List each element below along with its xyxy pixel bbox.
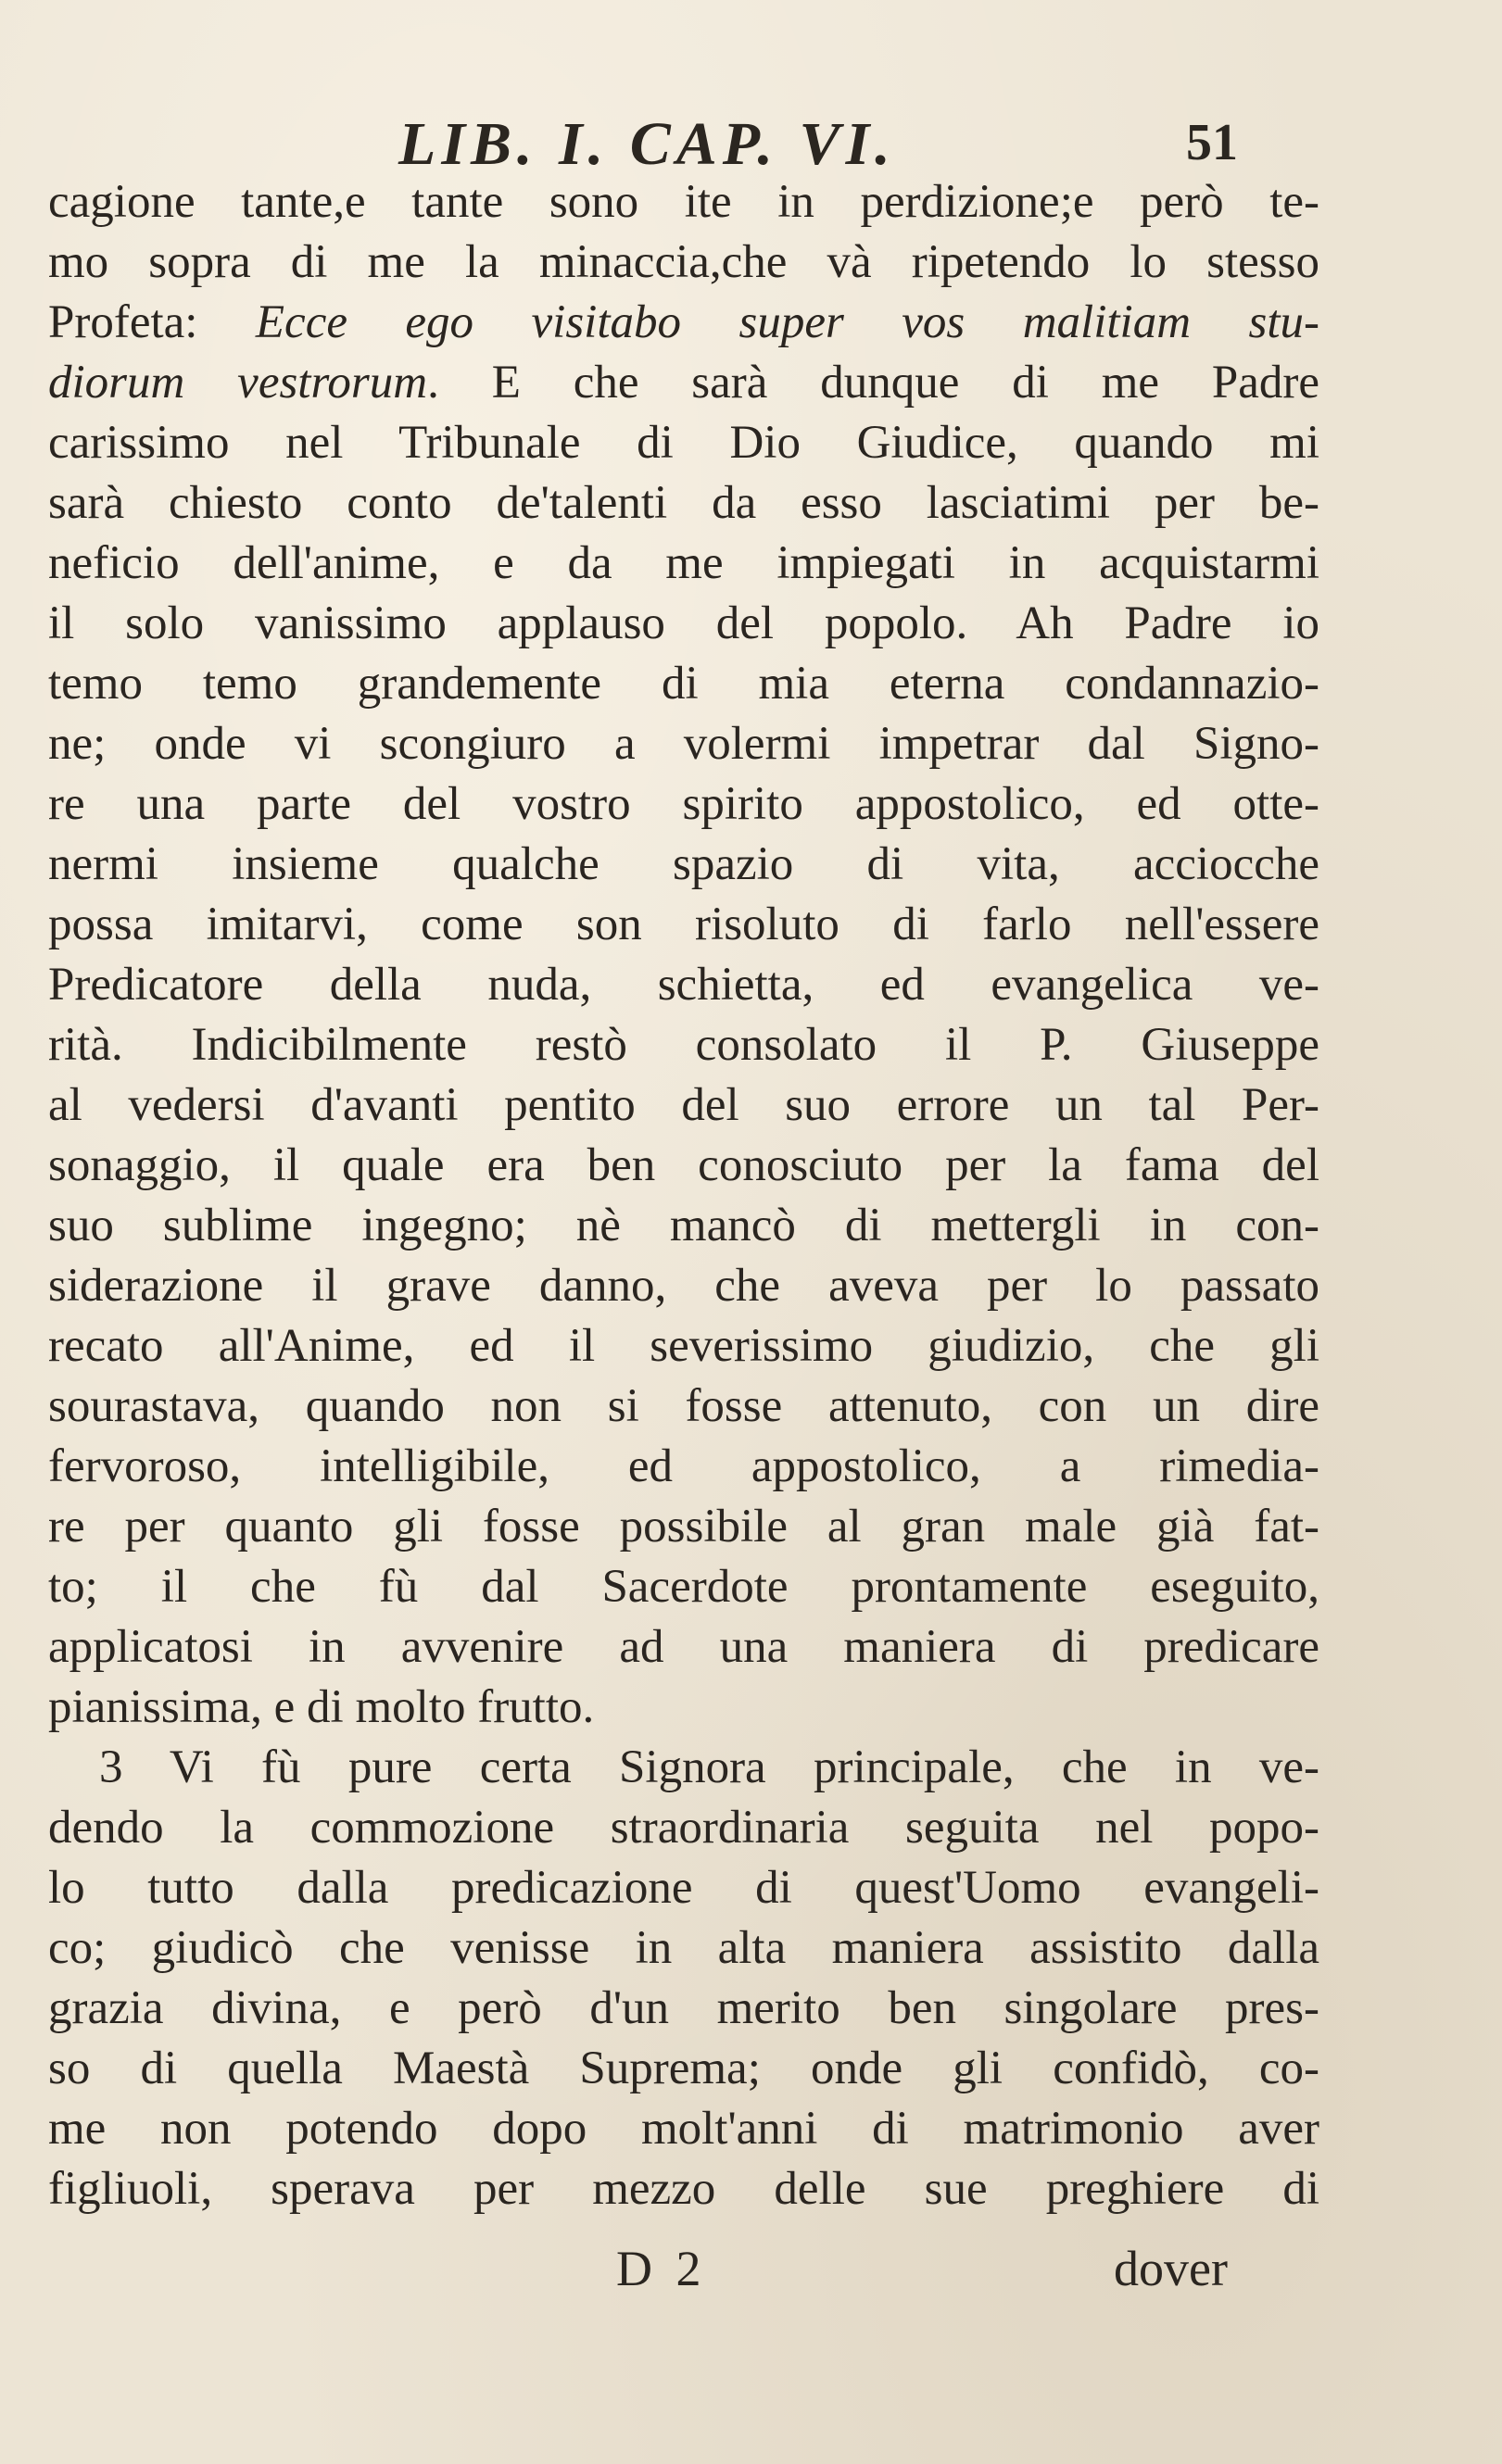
text-line: siderazione il grave danno, che aveva per lo passato <box>48 1260 1319 1312</box>
signature-mark: D 2 <box>616 2241 707 2296</box>
text-line: temo temo grandemente di mia eterna condannazio- <box>48 658 1319 710</box>
paragraph-start-line: 3 Vi fù pure certa Signora principale, che in ve- <box>99 1741 1319 1793</box>
text-line: ne; onde vi scongiuro a volermi impetrar dal Signo- <box>48 718 1319 770</box>
text-line: co; giudicò che venisse in alta maniera assistito dalla <box>48 1922 1319 1974</box>
text-line: fervoroso, intelligibile, ed appostolico, a rimedia- <box>48 1440 1319 1492</box>
text-line: al vedersi d'avanti pentito del suo errore un tal Per- <box>48 1079 1319 1131</box>
catchword: dover <box>1114 2241 1228 2296</box>
text-line: sonaggio, il quale era ben conosciuto per la fama del <box>48 1139 1319 1191</box>
text-line: il solo vanissimo applauso del popolo. Ah Padre io <box>48 597 1319 649</box>
text-line: lo tutto dalla predicazione di quest'Uomo evangeli- <box>48 1862 1319 1914</box>
page-footer <box>0 2240 1502 2314</box>
text-line: rità. Indicibilmente restò consolato il P. Giuseppe <box>48 1019 1319 1071</box>
text-line: pianissima, e di molto frutto. <box>48 1681 595 1733</box>
text-line: Profeta: Ecce ego visitabo super vos malitiam stu- <box>48 296 1319 348</box>
text-line: Predicatore della nuda, schietta, ed evangelica ve- <box>48 959 1319 1011</box>
text-line: applicatosi in avvenire ad una maniera di predicare <box>48 1621 1319 1673</box>
text-line: recato all'Anime, ed il severissimo giudizio, che gli <box>48 1320 1319 1372</box>
text-line: possa imitarvi, come son risoluto di farlo nell'essere <box>48 899 1319 950</box>
text-line: sarà chiesto conto de'talenti da esso lasciatimi per be- <box>48 477 1319 529</box>
text-line: re per quanto gli fosse possibile al gran male già fat- <box>48 1501 1319 1553</box>
text-line: grazia divina, e però d'un merito ben singolare pres- <box>48 1982 1319 2034</box>
running-head-title: LIB. I. CAP. VI. <box>398 110 896 178</box>
text-line: me non potendo dopo molt'anni di matrimonio aver <box>48 2103 1319 2155</box>
latin-quotation: Ecce ego visitabo super vos malitiam stu- <box>255 296 1319 348</box>
text-line: figliuoli, sperava per mezzo delle sue preghiere di <box>48 2163 1319 2215</box>
text-line: dendo la commozione straordinaria seguita nel popo- <box>48 1802 1319 1854</box>
text-line: diorum vestrorum. E che sarà dunque di me Padre <box>48 357 1319 409</box>
text-line: so di quella Maestà Suprema; onde gli confidò, co- <box>48 2043 1319 2094</box>
body-text <box>48 172 1319 2219</box>
latin-quotation: diorum vestrorum <box>48 357 428 409</box>
page-number: 51 <box>1186 114 1238 171</box>
text-line: to; il che fù dal Sacerdote prontamente eseguito, <box>48 1561 1319 1613</box>
text-line: mo sopra di me la minaccia,che và ripetendo lo stesso <box>48 236 1319 288</box>
text-line: nermi insieme qualche spazio di vita, acciocche <box>48 838 1319 890</box>
text-line: re una parte del vostro spirito appostolico, ed otte- <box>48 778 1319 830</box>
text-line: neficio dell'anime, e da me impiegati in acquistarmi <box>48 537 1319 589</box>
text-line: carissimo nel Tribunale di Dio Giudice, quando mi <box>48 417 1319 469</box>
text-line: cagione tante,e tante sono ite in perdizione;e però te- <box>48 176 1319 228</box>
text-line: sourastava, quando non si fosse attenuto, con un dire <box>48 1380 1319 1432</box>
text-line: suo sublime ingegno; nè mancò di mettergli in con- <box>48 1200 1319 1251</box>
